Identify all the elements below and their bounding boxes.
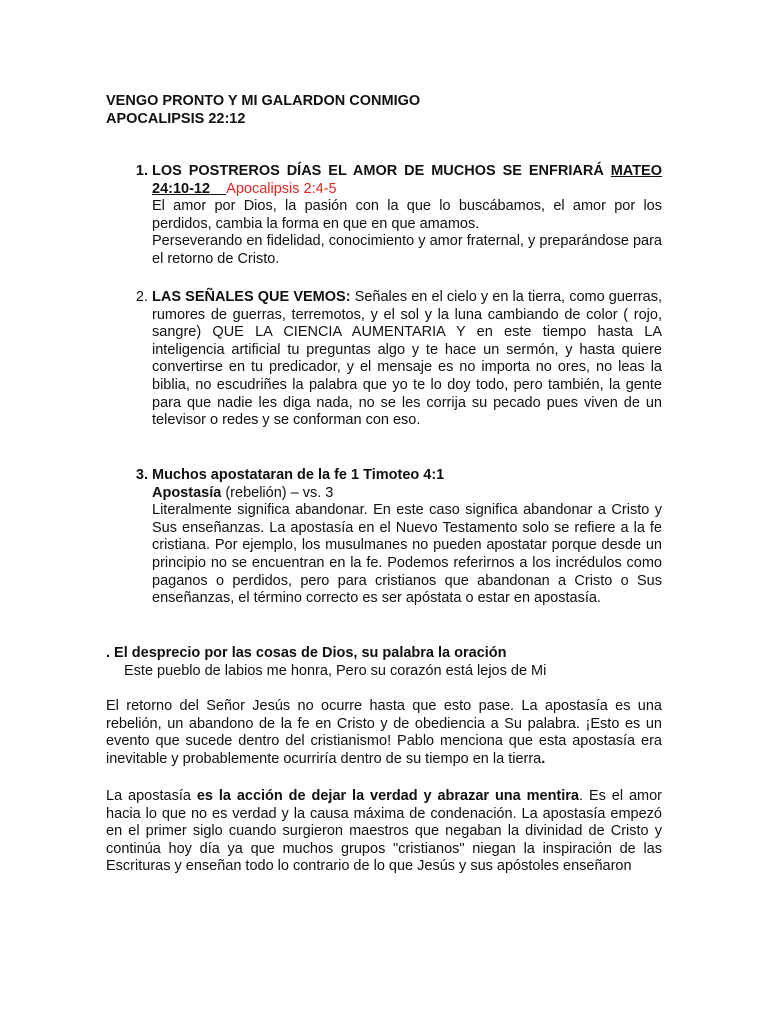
item1-ref-red: Apocalipsis 2:4-5: [226, 180, 337, 197]
section4-heading: . El desprecio por las cosas de Dios, su palabra la oración: [106, 645, 507, 661]
apostasia-start: La apostasía: [106, 788, 197, 804]
item3-sub-rest: (rebelión) – vs. 3: [221, 484, 334, 501]
section-desprecio: [106, 645, 662, 680]
title-line-2: APOCALIPSIS 22:12: [106, 111, 246, 127]
retorno-end: .: [541, 750, 546, 767]
item3-subheading: [152, 485, 662, 503]
list-number-3: 3.: [135, 467, 148, 483]
item2-text: Señales en el cielo y en la tierra, como guerras, rumores de guerras, terremotos, y el sol y la luna cambiando de color ( rojo, sangre) QUE LA CIENCIA AUMENTARIA Y en este tiempo hasta LA inteligencia artificial tu preguntas algo y te hace un sermón, y hasta quiere convertirse en tu predicador, y el mensaje es no importa no ores, no leas la biblia, no escudriñes la palabra que yo te lo doy todo, pero también, la gente para que nadie les diga nada, no se les corrija su pecado pues viven de un televisor o redes y se conforman con eso.: [152, 289, 662, 429]
item1-ref-underlined: MATEO 24:10-12: [152, 163, 662, 197]
apostasia-rest: . Es el amor hacia lo que no es verdad y la causa máxima de condenación. La apostasía empezó en el primer siglo cuando surgieron maestros que negaban la divinidad de Cristo y continúa hoy día ya que muchos grupos "cristianos" niegan la inspiración de las Escrituras y enseñan todo lo contrario de lo que Jesús y sus apóstoles enseñaron: [106, 788, 662, 875]
item3-sub-bold: Apostasía: [152, 484, 222, 501]
list-number-2: 2.: [135, 289, 148, 305]
item2-paragraph: [152, 289, 662, 430]
document-title: [106, 92, 666, 128]
item3-paragraph: Literalmente significa abandonar. En este caso significa abandonar a Cristo y Sus enseñanzas. La apostasía en el Nuevo Testamento solo se refiere a la fe cristiana. Por ejemplo, los musulmanes no pueden apostatar porque desde un principio no se encuentran en la fe. Podemos referirnos a los incrédulos como paganos o perdidos, pero para cristianos que abandonan a Cristo o Sus enseñanzas, el término correcto es ser apóstata o estar en apostasía.: [152, 502, 662, 607]
item1-paragraph-2: Perseverando en fidelidad, conocimiento y amor fraternal, y preparándose para el retorno de Cristo.: [152, 233, 662, 267]
retorno-text: El retorno del Señor Jesús no ocurre hasta que esto pase. La apostasía es una rebelión, un abandono de la fe en Cristo y de obediencia a Su palabra. ¡Esto es un evento que sucede dentro del cristianismo! Pablo menciona que esta apostasía era inevitable y probablemente ocurriría dentro de su tiempo en la tierra: [106, 698, 662, 767]
apostasia-bold: es la acción de dejar la verdad y abrazar una mentira: [196, 788, 580, 804]
item1-paragraph-1: El amor por Dios, la pasión con la que lo buscábamos, el amor por los perdidos, cambia la forma en que en que amamos.: [152, 198, 662, 232]
item2-heading: LAS SEÑALES QUE VEMOS:: [152, 289, 351, 305]
paragraph-apostasia: [106, 788, 662, 876]
item3-heading: Muchos apostataran de la fe 1 Timoteo 4:1: [152, 467, 445, 483]
paragraph-retorno: [106, 698, 662, 768]
list-item-3: [106, 467, 662, 608]
list-item-2: [106, 289, 662, 430]
list-item-1: [106, 163, 662, 269]
item1-heading-line: [152, 163, 662, 198]
item1-heading: LOS POSTREROS DÍAS EL AMOR DE MUCHOS SE ENFRIARÁ: [152, 163, 611, 179]
title-line-1: VENGO PRONTO Y MI GALARDON CONMIGO: [106, 93, 421, 109]
section4-subline: Este pueblo de labios me honra, Pero su corazón está lejos de Mi: [124, 662, 547, 679]
list-number-1: 1.: [135, 163, 148, 179]
